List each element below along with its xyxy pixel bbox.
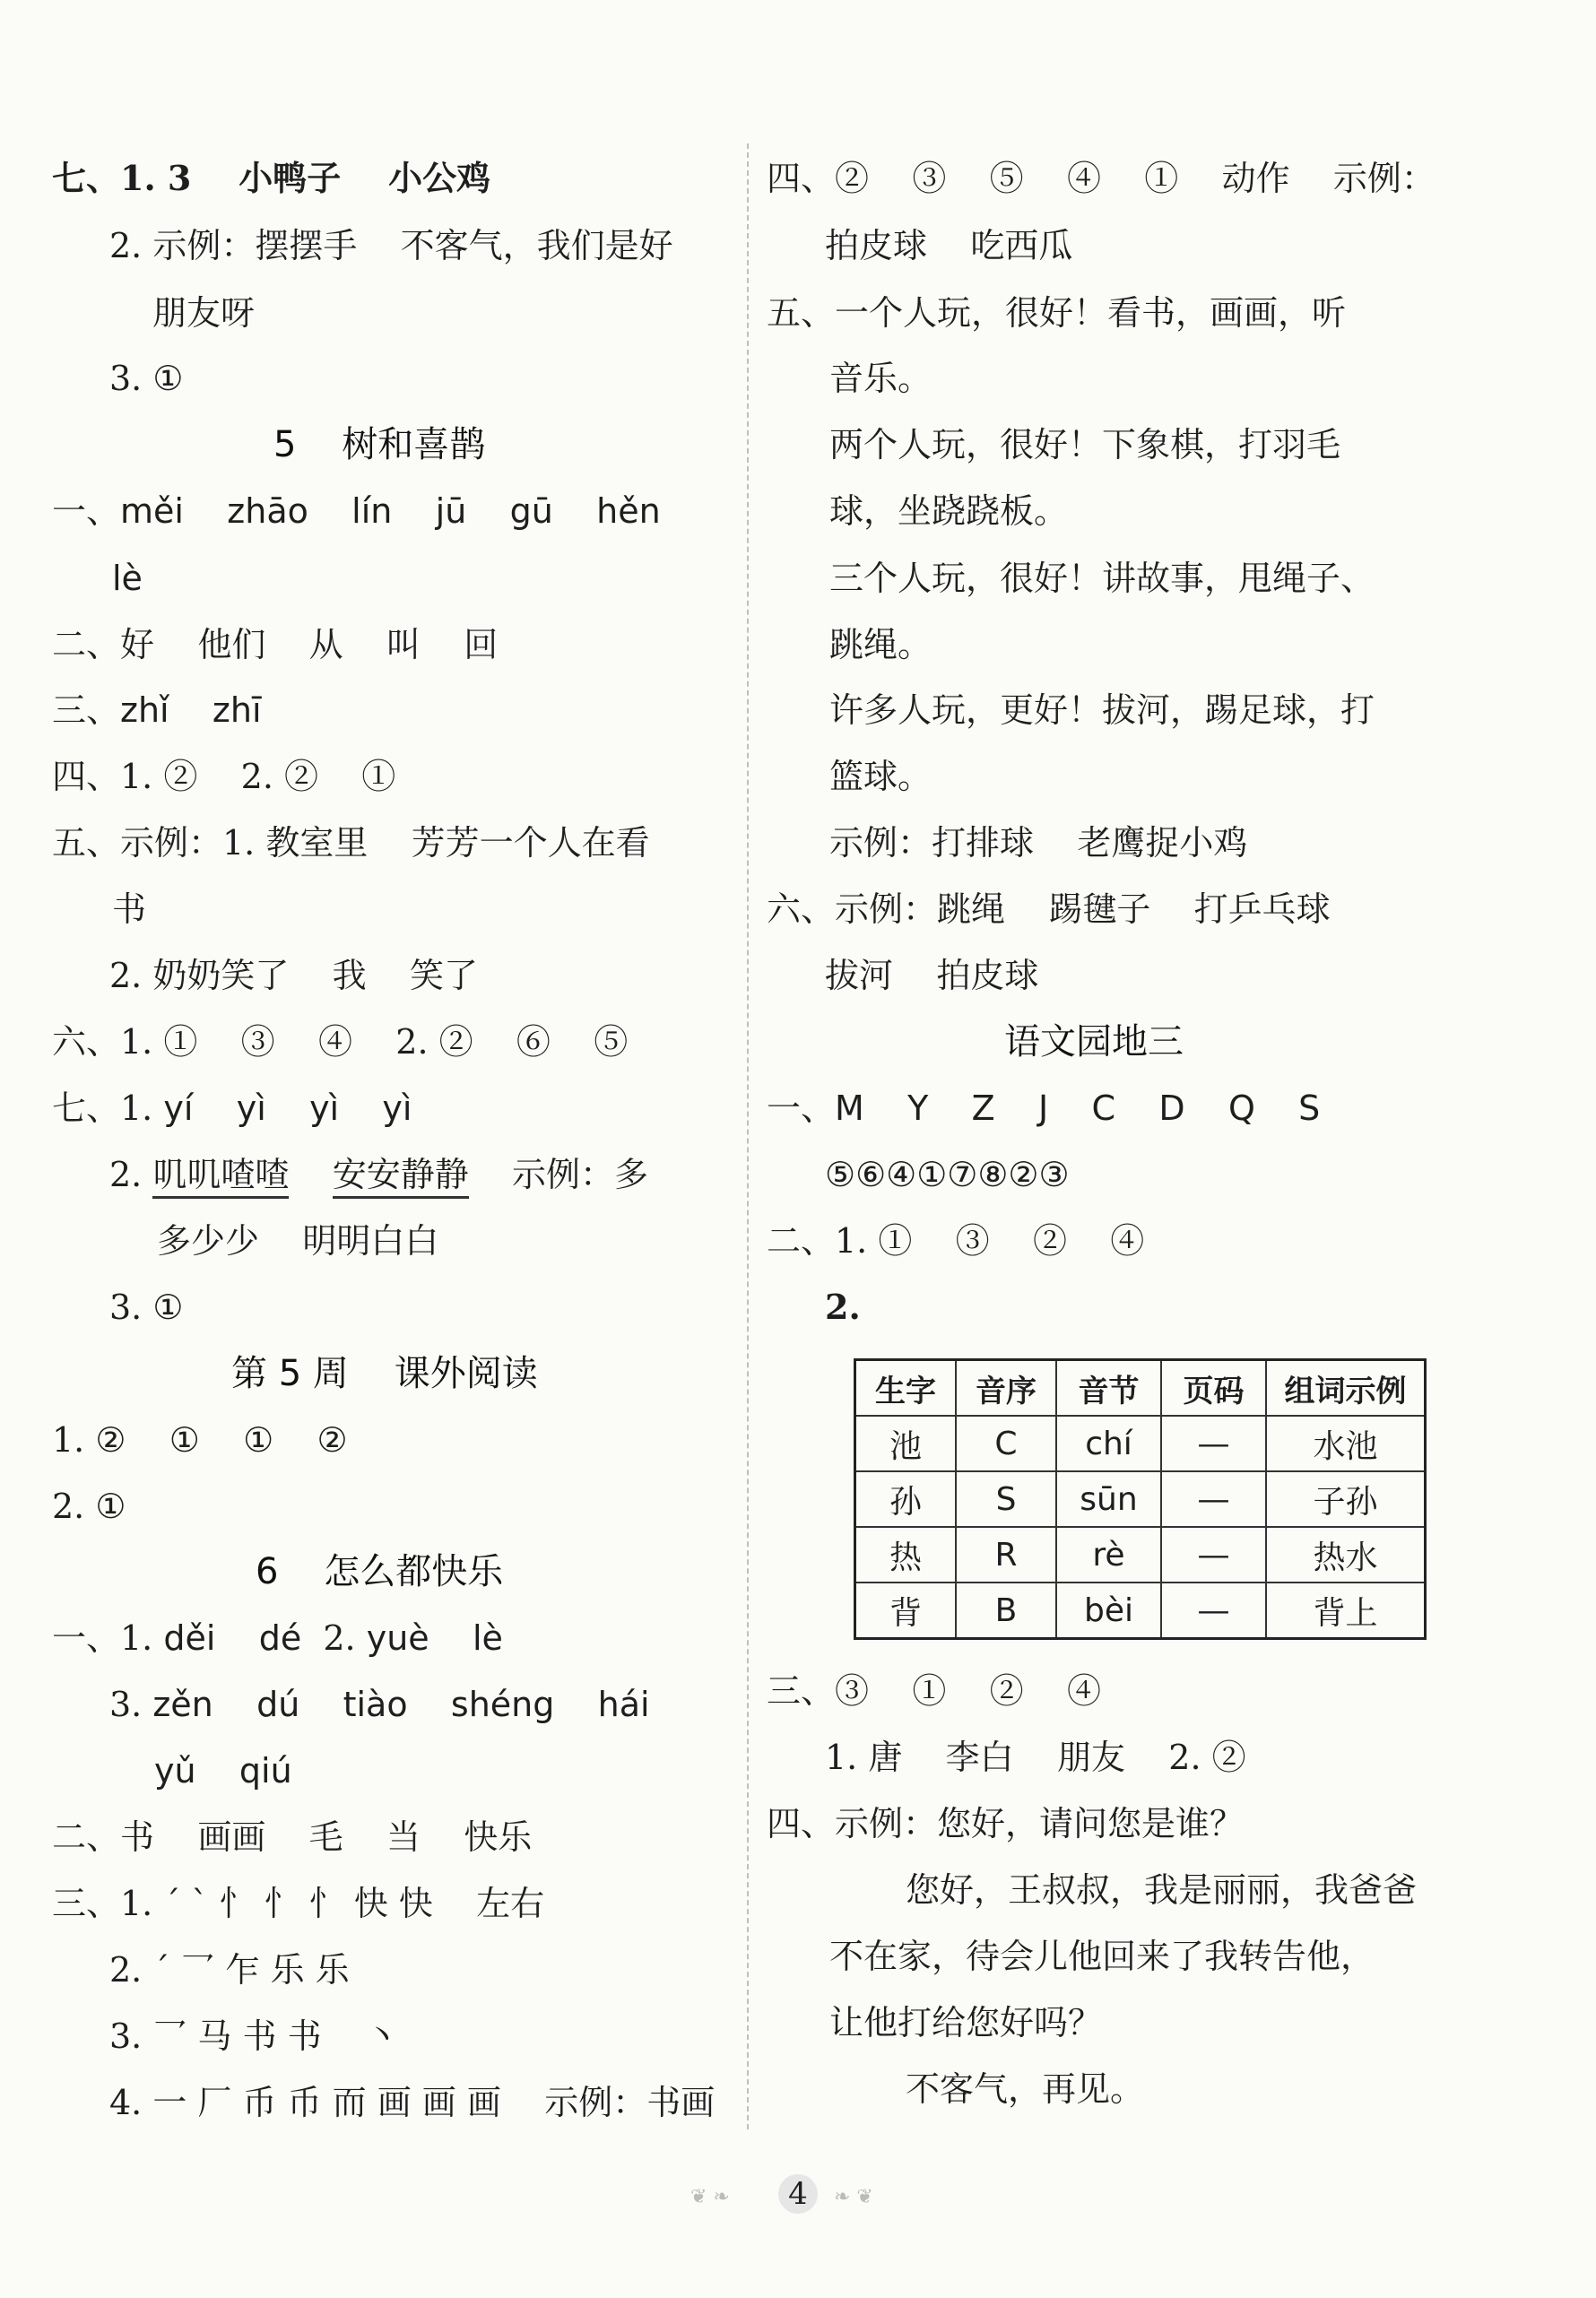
answer-7-line4: 3. ① [109, 359, 184, 398]
section-title-lesson5: 5 树和喜鹊 [273, 424, 486, 465]
yuandi-answer-3-line2: 1. 唐 李白 朋友 2. ② [825, 1738, 1246, 1777]
pinyin-answers: měi zhāo lín jū gū hěn [120, 491, 661, 531]
yuandi-answer-2-line2: 2. [825, 1287, 861, 1327]
yuandi-answer-1-line2: ⑤⑥④①⑦⑧②③ [825, 1155, 1070, 1194]
right-leaf-ornament-icon: ❧ ❦ [834, 2186, 873, 2208]
yuandi-answer-4-line2: 您好，王叔叔，我是丽丽，我爸爸 [906, 1870, 1418, 1910]
answer-7b-line2 [109, 1153, 648, 1196]
table-cell: — [1161, 1416, 1266, 1471]
yuandi-answer-4-line4: 让他打给您好吗？ [829, 2003, 1103, 2042]
table-cell: 背上 [1266, 1583, 1426, 1639]
table-cell: — [1161, 1527, 1266, 1583]
section-title-yuwen-yuandi: 语文园地三 [1004, 1021, 1184, 1062]
character-lookup-table [854, 1358, 1427, 1640]
pinyin-le: lè [112, 559, 143, 598]
right-answer-6-line1: 六、示例：跳绳 踢毽子 打乒乓球 [767, 889, 1331, 929]
lesson6-answer-3-line1: 三、1. ˊ ˋ 忄 忄 忄 快 快 左右 [52, 1884, 545, 1923]
page-number: 4 [778, 2174, 818, 2214]
table-cell: 热 [855, 1527, 957, 1583]
table-cell: 孙 [855, 1471, 957, 1527]
lesson6-answer-1-num3: 3. [109, 1685, 153, 1724]
col-header: 生字 [855, 1360, 957, 1417]
pinyin-yi: yí yì yì yì [163, 1088, 412, 1128]
lesson6-answer-2: 二、书 画画 毛 当 快乐 [52, 1817, 533, 1857]
pinyin-zen-du: zěn dú tiào shéng hái [152, 1685, 650, 1724]
right-answer-5-line1: 五、一个人玩，很好！看书，画画，听 [767, 293, 1347, 333]
right-answer-5-line5: 三个人玩，很好！讲故事，甩绳子、 [829, 559, 1375, 598]
yuandi-answer-1-label: 一、 [767, 1088, 836, 1128]
answer-1-line [52, 490, 661, 533]
right-answer-5-line4: 球，坐跷跷板。 [829, 491, 1069, 531]
answer-7-line1: 七、1. 3 小鸭子 小公鸡 [52, 158, 491, 198]
answer-5-line1: 五、示例：1. 教室里 芳芳一个人在看 [52, 823, 650, 863]
lesson6-answer-3-line3: 3. 乛 马 书 书 丶 [109, 2016, 399, 2056]
yuandi-answer-4-line3: 不在家，待会儿他回来了我转告他， [829, 1937, 1375, 1976]
table-cell: R [956, 1527, 1056, 1583]
answer-7b-line1 [52, 1087, 412, 1130]
section-title-lesson6: 6 怎么都快乐 [256, 1551, 504, 1592]
answer-7b-line3: 多少少 明明白白 [157, 1221, 439, 1261]
answer-2-line: 二、好 他们 从 叫 回 [52, 625, 499, 664]
lesson6-answer-3-line2: 2. ˊ 乛 乍 乐 乐 [109, 1950, 350, 1990]
underlined-word-2: 安安静静 [333, 1155, 469, 1199]
table-cell: bèi [1056, 1583, 1161, 1639]
yuandi-answer-2-line1: 二、1. ① ③ ② ④ [767, 1221, 1145, 1261]
table-cell: S [956, 1471, 1056, 1527]
right-answer-6-line2: 拔河 拍皮球 [825, 956, 1039, 995]
answer-3-label: 三、 [52, 690, 121, 730]
lesson6-answer-1-line2 [109, 1683, 650, 1726]
answer-7-line3: 朋友呀 [152, 293, 256, 333]
column-divider [747, 143, 749, 2129]
lesson6-answer-3-line4: 4. 一 厂 币 币 而 画 画 画 示例：书画 [109, 2083, 716, 2122]
yuandi-answer-1-line1 [767, 1087, 1320, 1130]
pinyin-yu-qiu: yǔ qiú [154, 1751, 292, 1791]
col-header: 音节 [1056, 1360, 1161, 1417]
reading-answer-1: 1. ② ① ① ② [52, 1420, 348, 1460]
table-row [855, 1583, 1426, 1639]
table-header-row [855, 1360, 1426, 1417]
answer-4-line: 四、1. ② 2. ② ① [52, 757, 396, 796]
answer-7b-num: 2. [109, 1155, 153, 1194]
table-cell: C [956, 1416, 1056, 1471]
right-answer-5-line3: 两个人玩，很好！下象棋，打羽毛 [829, 425, 1341, 464]
left-column [0, 0, 744, 2298]
example-label: 示例：多 [512, 1155, 649, 1194]
yuandi-answer-3-line1: 三、③ ① ② ④ [767, 1671, 1101, 1711]
col-header: 组词示例 [1266, 1360, 1426, 1417]
lesson6-answer-1-label: 一、1. [52, 1618, 164, 1658]
section-title-week5: 第 5 周 课外阅读 [231, 1353, 538, 1394]
answer-5-line3: 2. 奶奶笑了 我 笑了 [109, 956, 478, 995]
table-cell: — [1161, 1583, 1266, 1639]
table-row [855, 1471, 1426, 1527]
right-answer-5-line7: 许多人玩，更好！拔河，踢足球，打 [829, 690, 1375, 730]
table-cell: 背 [855, 1583, 957, 1639]
answer-3-line [52, 689, 262, 732]
col-header: 音序 [956, 1360, 1056, 1417]
right-answer-4-line1: 四、② ③ ⑤ ④ ① 动作 示例： [767, 159, 1436, 198]
answer-1-label: 一、 [52, 491, 121, 531]
table-cell: 水池 [1266, 1416, 1426, 1471]
left-leaf-ornament-icon: ❦ ❧ [690, 2186, 730, 2208]
answer-6-line: 六、1. ① ③ ④ 2. ② ⑥ ⑤ [52, 1022, 629, 1062]
letter-sequence: M Y Z J C D Q S [835, 1088, 1321, 1128]
reading-answer-2: 2. ① [52, 1487, 126, 1526]
table-row [855, 1527, 1426, 1583]
answer-7b-label: 七、1. [52, 1088, 164, 1128]
table-cell: — [1161, 1471, 1266, 1527]
underlined-word-1: 叽叽喳喳 [152, 1155, 289, 1199]
pinyin-dei-de: děi dé [163, 1618, 302, 1658]
right-answer-5-line2: 音乐。 [829, 359, 932, 398]
table-cell: 子孙 [1266, 1471, 1426, 1527]
right-answer-5-line9: 示例：打排球 老鹰捉小鸡 [829, 823, 1248, 863]
lesson6-answer-1-line1 [52, 1617, 503, 1660]
table-cell: B [956, 1583, 1056, 1639]
table-cell: 池 [855, 1416, 957, 1471]
right-answer-5-line8: 篮球。 [829, 757, 932, 796]
yuandi-answer-4-line5: 不客气，再见。 [906, 2069, 1145, 2109]
table-cell: sūn [1056, 1471, 1161, 1527]
lesson6-answer-1-num2: 2. [301, 1618, 367, 1658]
table-cell: chí [1056, 1416, 1161, 1471]
table-row [855, 1416, 1426, 1471]
right-answer-5-line6: 跳绳。 [829, 625, 932, 664]
table-cell: rè [1056, 1527, 1161, 1583]
col-header: 页码 [1161, 1360, 1266, 1417]
pinyin-yue-le: yuè lè [366, 1618, 503, 1658]
right-answer-4-line2: 拍皮球 吃西瓜 [825, 226, 1073, 265]
table-cell: 热水 [1266, 1527, 1426, 1583]
yuandi-answer-4-line1: 四、示例：您好，请问您是谁？ [767, 1804, 1245, 1843]
answer-7-line2: 2. 示例：摆摆手 不客气，我们是好 [109, 226, 673, 265]
pinyin-zhi: zhǐ zhī [120, 690, 262, 730]
answer-7b-line4: 3. ① [109, 1288, 184, 1327]
answer-5-line2: 书 [112, 889, 147, 929]
